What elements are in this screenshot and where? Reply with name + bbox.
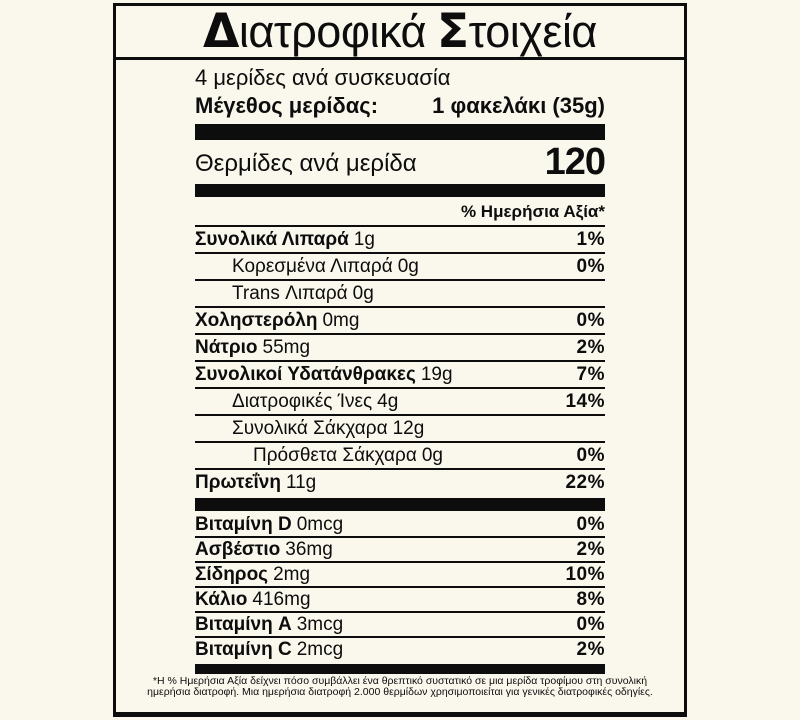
row-potassium: [195, 586, 605, 611]
nutrient-name: Συνολικοί Υδατάνθρακες: [195, 364, 416, 385]
nutrient-amount: 55mg: [262, 337, 311, 358]
daily-value-header: % Ημερήσια Αξία*: [195, 197, 605, 227]
serving-size-row: [195, 93, 605, 119]
nutrient-name: Σίδηρος: [195, 564, 269, 585]
nutrition-facts-label: [113, 3, 687, 717]
row-protein: [195, 468, 605, 495]
row-total-carbohydrate: [195, 360, 605, 387]
nutrient-name: Συνολικά Λιπαρά: [195, 229, 349, 250]
divider-bar-medium: [195, 184, 605, 197]
nutrient-dv: 2%: [576, 539, 605, 560]
nutrient-dv: 0%: [576, 614, 605, 635]
calories-value: 120: [544, 141, 605, 183]
nutrient-amount: 0mg: [322, 310, 360, 331]
servings-per-container: 4 μερίδες ανά συσκευασία: [195, 65, 451, 90]
nutrient-dv: 2%: [576, 337, 605, 358]
row-vitamin-a: [195, 611, 605, 636]
nutrient-name: Πρόσθετα Σάκχαρα: [253, 445, 417, 466]
nutrient-amount: 1g: [353, 229, 375, 250]
nutrient-amount: 0mcg: [296, 514, 344, 535]
divider-bar-medium: [195, 498, 605, 511]
serving-size-label: Μέγεθος μερίδας:: [195, 93, 379, 118]
nutrient-amount: 2mg: [273, 564, 311, 585]
nutrient-amount: 0g: [352, 283, 374, 304]
nutrient-name: Ασβέστιο: [195, 539, 281, 560]
nutrient-dv: 14%: [565, 391, 605, 412]
divider-bar-thin: [195, 664, 605, 674]
row-calcium: [195, 536, 605, 561]
nutrient-name: Κορεσμένα Λιπαρά: [232, 256, 393, 277]
daily-value-footnote: *Η % Ημερήσια Αξία δείχνει πόσο συμβάλλει ένα θρεπτικό συστατικό σε μια μερίδα τροφίμου στη συνολική ημερήσια διατροφή. Μια ημερήσια διατροφή 2.000 θερμίδων χρησιμοποιείται για γενικές διατροφικές οδηγίες.: [147, 675, 653, 698]
row-saturated-fat: [195, 252, 605, 279]
row-total-fat: [195, 227, 605, 252]
row-dietary-fiber: [195, 387, 605, 414]
nutrient-amount: 11g: [285, 472, 317, 493]
row-sodium: [195, 333, 605, 360]
title-word-1: ιατροφικά: [238, 6, 426, 57]
nutrient-dv: 8%: [576, 589, 605, 610]
row-vitamin-c: [195, 636, 605, 661]
calories-row: [195, 141, 605, 183]
row-added-sugars: [195, 441, 605, 468]
nutrient-name: Συνολικά Σάκχαρα: [232, 418, 388, 439]
label-title: [116, 6, 684, 60]
nutrient-dv: 0%: [576, 310, 605, 331]
row-vitamin-d: [195, 513, 605, 536]
vitamin-rows: [195, 513, 605, 661]
nutrient-amount: 0g: [421, 445, 443, 466]
serving-size-value: 1 φακελάκι (35g): [432, 93, 605, 118]
nutrient-name: Βιταμίνη D: [195, 514, 292, 535]
nutrient-name: Βιταμίνη A: [195, 614, 292, 635]
nutrient-amount: 19g: [420, 364, 453, 385]
nutrient-dv: 22%: [565, 472, 605, 493]
nutrient-dv: 2%: [576, 639, 605, 660]
nutrient-dv: 0%: [576, 514, 605, 535]
nutrient-rows: [195, 227, 605, 495]
title-initial-2: Σ: [436, 4, 469, 59]
nutrient-amount: 416mg: [252, 589, 311, 610]
row-total-sugars: [195, 414, 605, 441]
row-trans-fat: [195, 279, 605, 306]
nutrient-name: Πρωτεΐνη: [195, 472, 281, 493]
nutrient-amount: 36mg: [285, 539, 333, 560]
nutrient-dv: 0%: [576, 256, 605, 277]
calories-label: Θερμίδες ανά μερίδα: [195, 150, 417, 177]
nutrient-name: Διατροφικές Ίνες: [232, 391, 373, 412]
nutrient-name: Χοληστερόλη: [195, 310, 318, 331]
row-cholesterol: [195, 306, 605, 333]
nutrient-amount: 2mcg: [296, 639, 344, 660]
nutrient-amount: 12g: [392, 418, 425, 439]
nutrient-amount: 4g: [377, 391, 399, 412]
nutrient-dv: 1%: [576, 229, 605, 250]
row-iron: [195, 561, 605, 586]
nutrient-name: Trans Λιπαρά: [232, 283, 348, 304]
nutrient-dv: 7%: [576, 364, 605, 385]
nutrient-name: Νάτριο: [195, 337, 258, 358]
label-content: [116, 65, 684, 674]
title-word-2: τοιχεία: [468, 6, 597, 57]
nutrient-name: Βιταμίνη C: [195, 639, 292, 660]
nutrient-amount: 0g: [397, 256, 419, 277]
nutrient-dv: 0%: [576, 445, 605, 466]
title-initial-1: Δ: [203, 4, 239, 59]
nutrient-name: Κάλιο: [195, 589, 248, 610]
nutrient-dv: 10%: [565, 564, 605, 585]
nutrient-amount: 3mcg: [296, 614, 344, 635]
divider-bar-thick: [195, 124, 605, 140]
